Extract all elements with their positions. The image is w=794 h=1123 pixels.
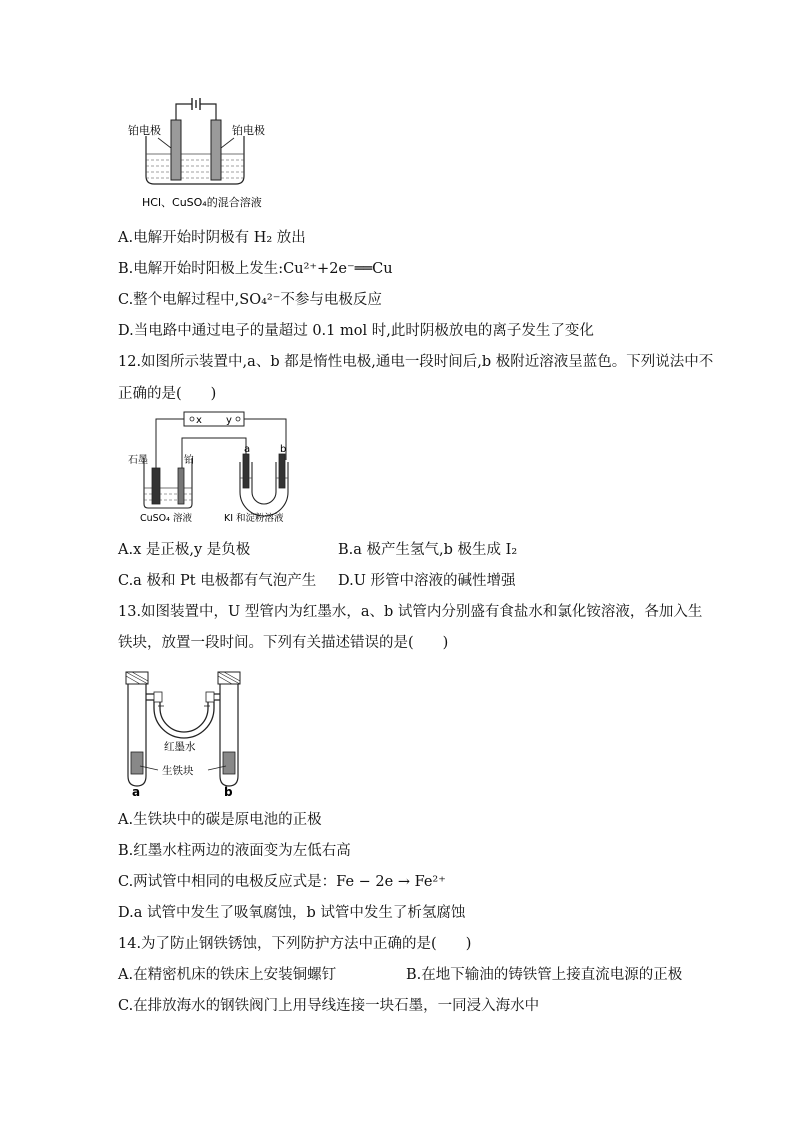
pig-iron-label: 生铁块 <box>162 765 194 777</box>
q14-option-c: C.在排放海水的钢铁阀门上用导线连接一块石墨，一同浸入海水中 <box>118 998 540 1014</box>
y-terminal-label: y <box>226 415 232 426</box>
q12-option-d: D.U 形管中溶液的碱性增强 <box>338 573 516 589</box>
q12-option-b: B.a 极产生氢气,b 极生成 I₂ <box>338 542 518 558</box>
q13-option-c: C.两试管中相同的电极反应式是：Fe − 2e → Fe²⁺ <box>118 874 446 890</box>
x-terminal-label: x <box>196 415 202 426</box>
q11-option-a: A.电解开始时阴极有 H₂ 放出 <box>118 230 306 246</box>
q14-options-row1 <box>118 965 698 985</box>
right-electrode-label: 铂电极 <box>232 124 265 137</box>
q12-options-row1 <box>118 540 718 560</box>
figure-electrolysis-utube <box>126 408 306 526</box>
q12-option-c: C.a 极和 Pt 电极都有气泡产生 <box>118 573 317 589</box>
q12-stem-line1: 12.如图所示装置中,a、b 都是惰性电极,通电一段时间后,b 极附近溶液呈蓝色。下列说法中不 <box>118 354 714 370</box>
q13-option-d: D.a 试管中发生了吸氧腐蚀，b 试管中发生了析氢腐蚀 <box>118 905 466 921</box>
tube-a-label: a <box>132 785 141 798</box>
q12-option-a: A.x 是正极,y 是负极 <box>118 542 251 558</box>
tube-b-label: b <box>224 785 233 798</box>
q13-stem-line2: 铁块，放置一段时间。下列有关描述错误的是( ) <box>118 635 449 651</box>
q13-option-a: A.生铁块中的碳是原电池的正极 <box>118 812 322 828</box>
electrode-b-label: b <box>280 444 287 455</box>
q11-option-d: D.当电路中通过电子的量超过 0.1 mol 时,此时阴极放电的离子发生了变化 <box>118 323 594 339</box>
q13-stem-line1: 13.如图装置中，U 型管内为红墨水，a、b 试管内分别盛有食盐水和氯化铵溶液，各加入生 <box>118 604 703 620</box>
ki-starch-caption: KI 和淀粉溶液 <box>224 513 284 524</box>
cell-caption: HCl、CuSO₄的混合溶液 <box>142 196 262 209</box>
cuso4-caption: CuSO₄ 溶液 <box>140 513 192 524</box>
q13-option-b: B.红墨水柱两边的液面变为左低右高 <box>118 843 351 859</box>
q12-stem-line2: 正确的是( ) <box>118 386 217 402</box>
q14-option-a: A.在精密机床的铁床上安装铜螺钉 <box>118 967 337 983</box>
q14-option-b: B.在地下输油的铸铁管上接直流电源的正极 <box>406 967 683 983</box>
q11-option-c: C.整个电解过程中,SO₄²⁻不参与电极反应 <box>118 292 382 308</box>
q14-stem: 14.为了防止钢铁锈蚀，下列防护方法中正确的是( ) <box>118 936 472 952</box>
figure-u-tube-corrosion <box>118 662 248 798</box>
figure-electrolysis-cell <box>126 96 276 216</box>
platinum-label: 铂 <box>184 455 194 466</box>
electrode-a-label: a <box>244 444 251 455</box>
left-electrode-label: 铂电极 <box>128 124 161 137</box>
q12-options-row2 <box>118 571 718 591</box>
graphite-label: 石墨 <box>128 455 148 466</box>
red-ink-label: 红墨水 <box>164 741 196 753</box>
q11-option-b: B.电解开始时阳极上发生:Cu²⁺+2e⁻══Cu <box>118 261 393 277</box>
